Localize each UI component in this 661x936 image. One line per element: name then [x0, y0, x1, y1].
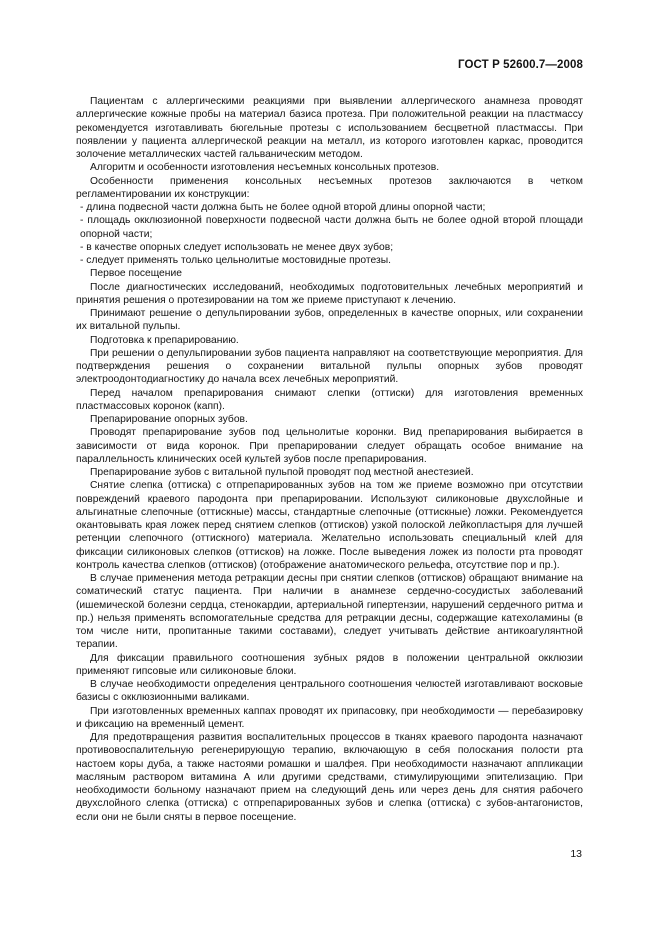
paragraph: При изготовленных временных каппах проводят их припасовку, при необходимости — перебазировку и фиксацию на временный цемент.: [76, 705, 583, 730]
page-number: 13: [570, 848, 582, 860]
paragraph: Препарирование зубов с витальной пульпой проводят под местной анестезией.: [90, 467, 474, 478]
paragraph: Для предотвращения развития воспалительных процессов в тканях краевого пародонта назначают противовоспалительную регенерирующую терапию, включающую в себя полоскания полости рта настоем коры дуба, а также настоями ромашки и шалфея. При необходимости назначают аппликации масляным раствором витамина А или другими средствами, стимулирующими эпителизацию. При необходимости больному назначают прием на следующий день или через день для снятия рабочего двухслойного слепка (оттиска) с отпрепарированных зубов и слепка (оттиска) с зубов-антагонистов, если они не были сняты в первое посещение.: [76, 732, 583, 823]
list-item: - следует применять только цельнолитые мостовидные протезы.: [80, 255, 391, 266]
paragraph: Пациентам с аллергическими реакциями при выявлении аллергического анамнеза проводят аллергические кожные пробы на материал базиса протеза. При положительной реакции на пластмассу рекомендуется изготавливать бюгельные протезы с использованием бесцветной пластмассы. При появлении у пациента аллергической реакции на металл, из которого изготовлен каркас, проводится золочение металлических частей гальваническим методом.: [76, 96, 583, 160]
list-item: - в качестве опорных следует использовать не менее двух зубов;: [80, 241, 394, 253]
paragraph: Принимают решение о депульпировании зубов, определенных в качестве опорных, или сохранении их витальной пульпы.: [76, 308, 583, 333]
paragraph: Особенности применения консольных несъемных протезов заключаются в четком регламентировании их конструкции:: [76, 175, 583, 200]
document-code: ГОСТ Р 52600.7—2008: [458, 59, 583, 71]
paragraph: Для фиксации правильного соотношения зубных рядов в положении центральной окклюзии применяют гипсовые или силиконовые блоки.: [76, 652, 583, 677]
paragraph: После диагностических исследований, необходимых подготовительных лечебных мероприятий и принятия решения о протезировании на том же приеме приступают к лечению.: [76, 281, 583, 306]
paragraph: Перед началом препарирования снимают слепки (оттиски) для изготовления временных пластмассовых коронок (капп).: [76, 387, 583, 412]
paragraph: В случае применения метода ретракции десны при снятии слепков (оттисков) обращают внимание на соматический статус пациента. При наличии в анамнезе сердечно-сосудистых заболеваний (ишемической болезни сердца, стенокардии, артериальной гипертензии, нарушений сердечного ритма и пр.) нельзя применять вспомогательные средства для ретракции десны, содержащие катехоламины (в том числе нити, пропитанные такими составами), следует учитывать действие антикоагулянтной терапии.: [76, 573, 583, 651]
body-text: [76, 95, 583, 824]
paragraph: Препарирование опорных зубов.: [90, 414, 248, 425]
paragraph: Подготовка к препарированию.: [90, 334, 239, 346]
paragraph: В случае необходимости определения центрального соотношения челюстей изготавливают восковые базисы с окклюзионными валиками.: [76, 679, 583, 704]
paragraph: Алгоритм и особенности изготовления несъемных консольных протезов.: [90, 162, 440, 174]
paragraph: Первое посещение: [90, 268, 182, 280]
list-item: - площадь окклюзионной поверхности подвесной части должна быть не более одной второй площади опорной части;: [80, 215, 583, 240]
list-item: - длина подвесной части должна быть не более одной второй длины опорной части;: [80, 202, 486, 213]
paragraph: Снятие слепка (оттиска) с отпрепарированных зубов на том же приеме возможно при отсутствии повреждений краевого пародонта при препарировании. Используют силиконовые двухслойные и альгинатные слепочные (оттискные) массы, стандартные слепочные (оттискные) ложки. Рекомендуется окантовывать края ложек перед снятием слепков (оттисков) узкой полоской лейкопластыря для лучшей ретенции слепочного (оттискного) материала. Желательно использовать специальный клей для фиксации силиконовых слепков (оттисков) на ложке. После выведения ложек из полости рта проводят контроль качества слепков (оттисков) (отображение анатомического рельефа, отсутствие пор и пр.).: [76, 480, 583, 571]
paragraph: При решении о депульпировании зубов пациента направляют на соответствующие мероприятия. Для подтверждения решения о сохранении витальной пульпы опорных зубов проводят электроодонтодиагностику до начала всех лечебных мероприятий.: [76, 347, 583, 386]
paragraph: Проводят препарирование зубов под цельнолитые коронки. Вид препарирования выбирается в зависимости от вида коронок. При препарировании следует обращать особое внимание на параллельность клинических осей культей зубов после препарирования.: [76, 427, 583, 465]
